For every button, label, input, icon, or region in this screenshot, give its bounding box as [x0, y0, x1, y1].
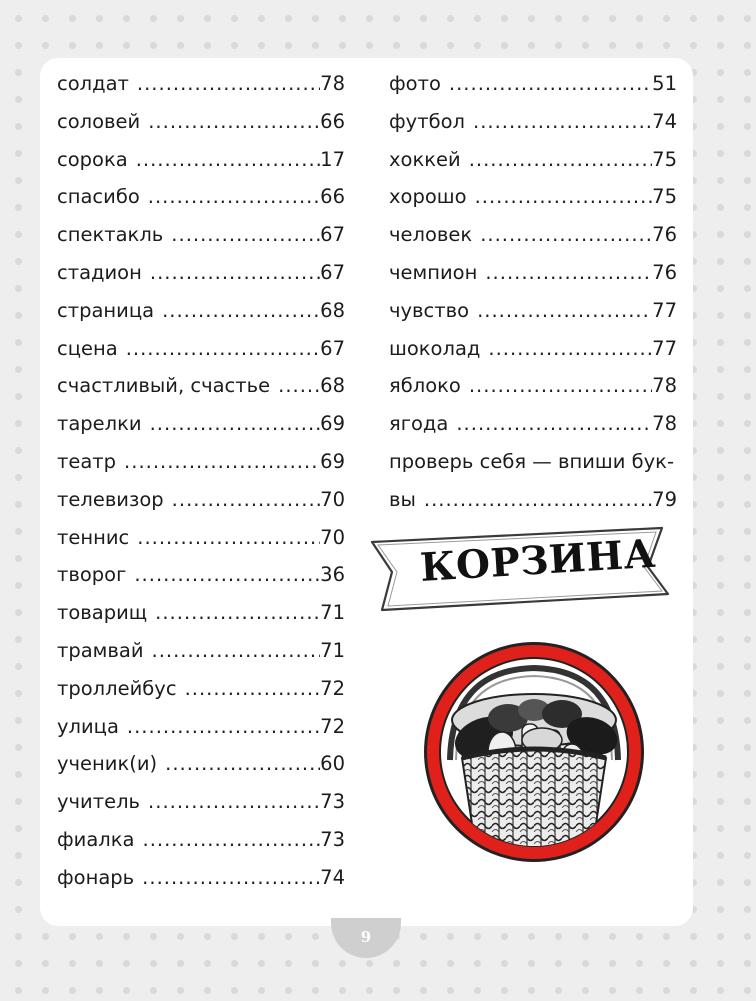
index-word: проверь себя — впиши бук- — [389, 449, 674, 473]
index-entry — [57, 828, 345, 866]
index-word: театр — [57, 449, 117, 473]
index-word: соловей — [57, 109, 141, 133]
index-entry — [57, 412, 345, 450]
index-word: человек — [389, 223, 473, 247]
index-word: фонарь — [57, 865, 135, 889]
dot-leader — [162, 299, 320, 322]
dot-leader — [469, 374, 652, 397]
index-word: тарелки — [57, 412, 142, 436]
index-word: фото — [389, 72, 441, 95]
index-entry — [57, 677, 345, 715]
index-word: сорока — [57, 147, 128, 171]
dot-leader — [150, 412, 321, 435]
index-word: стадион — [57, 260, 142, 284]
index-page-number: 77 — [652, 336, 677, 360]
index-page-number: 70 — [320, 525, 345, 549]
index-entry — [389, 110, 677, 148]
index-page-number: 67 — [320, 260, 345, 284]
index-page-number: 68 — [320, 374, 345, 398]
index-page-number: 69 — [320, 449, 345, 473]
dot-leader — [172, 488, 321, 511]
dot-leader — [473, 110, 652, 133]
index-word: трамвай — [57, 638, 144, 662]
index-entry — [389, 185, 677, 223]
index-entry — [57, 752, 345, 790]
index-page-number: 66 — [320, 185, 345, 209]
index-page-number: 70 — [320, 487, 345, 511]
dot-leader — [143, 828, 321, 851]
dot-leader — [456, 412, 652, 435]
index-page-number: 72 — [320, 676, 345, 700]
index-page-number: 51 — [652, 72, 677, 95]
index-entry — [57, 337, 345, 375]
index-entry — [57, 450, 345, 488]
index-word: хоккей — [389, 147, 461, 171]
index-page-number: 75 — [652, 185, 677, 209]
index-column-right — [389, 72, 677, 526]
index-page-number: 75 — [652, 147, 677, 171]
index-page-number: 76 — [652, 223, 677, 247]
index-word: чувство — [389, 298, 470, 322]
index-page-number: 71 — [320, 638, 345, 662]
index-word: фиалка — [57, 827, 135, 851]
index-page-number: 78 — [320, 72, 345, 95]
dot-leader — [137, 526, 320, 549]
dot-leader — [171, 223, 320, 246]
dot-leader — [480, 223, 652, 246]
page-number: 9 — [360, 928, 372, 946]
index-entry — [57, 299, 345, 337]
index-word: учитель — [57, 790, 141, 814]
index-word: чемпион — [389, 260, 478, 284]
index-word: творог — [57, 563, 127, 587]
dot-leader — [127, 715, 320, 738]
index-entry — [57, 223, 345, 261]
index-entry — [57, 374, 345, 412]
index-word: футбол — [389, 109, 465, 133]
index-page-number: 74 — [320, 865, 345, 889]
index-page-number: 67 — [320, 336, 345, 360]
index-word: яблоко — [389, 374, 461, 398]
index-entry — [57, 715, 345, 753]
index-page-number: 69 — [320, 412, 345, 436]
index-entry — [57, 563, 345, 601]
dot-leader — [485, 261, 652, 284]
index-entry — [57, 148, 345, 186]
index-entry — [389, 261, 677, 299]
mushroom-basket-icon — [422, 640, 646, 864]
dot-leader — [477, 299, 652, 322]
index-page-number: 66 — [320, 109, 345, 133]
index-word: счастливый, счастье — [57, 374, 271, 398]
index-page-number: 73 — [320, 827, 345, 851]
index-entry — [389, 299, 677, 337]
index-page-number: 77 — [652, 298, 677, 322]
index-word: улица — [57, 714, 119, 738]
index-page-number: 72 — [320, 714, 345, 738]
word-banner — [370, 512, 670, 612]
dot-leader — [137, 72, 320, 95]
index-entry — [57, 601, 345, 639]
index-page-number: 78 — [652, 374, 677, 398]
index-word: шоколад — [389, 336, 481, 360]
dot-leader — [148, 790, 320, 813]
index-entry — [389, 223, 677, 261]
index-word: телевизор — [57, 487, 164, 511]
index-page-number: 74 — [652, 109, 677, 133]
dot-leader — [155, 601, 320, 624]
index-page-number: 76 — [652, 260, 677, 284]
index-entry — [389, 374, 677, 412]
dot-leader — [488, 337, 652, 360]
dot-leader — [475, 185, 653, 208]
index-entry — [57, 790, 345, 828]
index-entry — [389, 72, 677, 110]
index-page-number: 78 — [652, 412, 677, 436]
index-word: страница — [57, 298, 155, 322]
index-entry — [57, 261, 345, 299]
index-word: теннис — [57, 525, 130, 549]
index-page-number: 17 — [320, 147, 345, 171]
index-entry — [57, 639, 345, 677]
index-word: ученик(и) — [57, 752, 158, 776]
index-page-number: 36 — [320, 563, 345, 587]
dot-leader — [124, 450, 320, 473]
dot-leader — [126, 337, 320, 360]
dot-leader — [449, 72, 652, 95]
index-entry — [57, 185, 345, 223]
index-word: спасибо — [57, 185, 140, 209]
dot-leader — [185, 677, 321, 700]
dot-leader — [424, 488, 652, 511]
dot-leader — [148, 185, 320, 208]
banner-title: КОРЗИНА — [418, 530, 658, 591]
dot-leader — [150, 261, 320, 284]
dot-leader — [165, 752, 320, 775]
index-entry — [389, 148, 677, 186]
index-entry — [57, 110, 345, 148]
index-page-number: 68 — [320, 298, 345, 322]
index-page-number: 60 — [320, 752, 345, 776]
index-entry-multiline — [389, 450, 677, 488]
index-page-number: 67 — [320, 223, 345, 247]
index-page-number: 71 — [320, 601, 345, 625]
index-entry — [57, 488, 345, 526]
index-word: хорошо — [389, 185, 467, 209]
index-word: троллейбус — [57, 676, 177, 700]
index-page-number: 73 — [320, 790, 345, 814]
index-word: сцена — [57, 336, 118, 360]
index-entry — [389, 412, 677, 450]
index-entry — [389, 337, 677, 375]
dot-leader — [142, 866, 320, 889]
dot-leader — [278, 374, 320, 397]
dot-leader — [469, 148, 652, 171]
index-word: вы — [389, 487, 416, 511]
index-word: солдат — [57, 72, 129, 95]
index-page-number: 79 — [652, 487, 677, 511]
index-entry — [57, 866, 345, 904]
index-word: товарищ — [57, 601, 148, 625]
index-entry — [57, 72, 345, 110]
dot-leader — [134, 563, 320, 586]
dot-leader — [136, 148, 320, 171]
dot-leader — [148, 110, 320, 133]
index-word: ягода — [389, 412, 449, 436]
index-column-left — [57, 72, 345, 904]
page-number-tab — [331, 918, 401, 958]
dot-leader — [152, 639, 321, 662]
index-word: спектакль — [57, 223, 164, 247]
index-entry — [57, 526, 345, 564]
